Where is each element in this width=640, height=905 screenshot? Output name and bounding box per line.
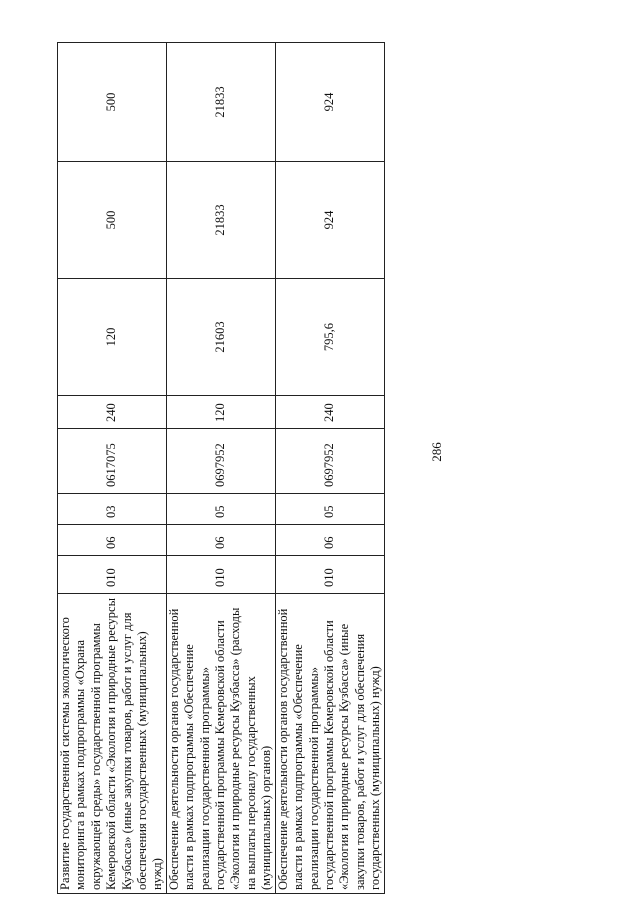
cell-section: 06 bbox=[58, 525, 167, 556]
cell-expense-type: 240 bbox=[58, 396, 167, 429]
cell-amount-3: 924 bbox=[275, 43, 384, 162]
cell-target-article: 0617075 bbox=[58, 429, 167, 494]
row-description: Обеспечение деятельности органов государственной власти в рамках подпрограммы «Обеспечение реализации государственной программы» государственной программы Кемеровской области «Экология и природные ресурсы Кузбасса» (расходы на выплаты персоналу государственных (муниципальных) органов) bbox=[166, 594, 275, 894]
row-description: Развитие государственной системы экологического мониторинга в рамках подпрограммы «Охрана окружающей среды» государственной программы Кемеровской области «Экология и природные ресурсы Кузбасса» (иные закупки товаров, работ и услуг для обеспечения государственных (муниципальных) нужд) bbox=[58, 594, 167, 894]
cell-target-article: 0697952 bbox=[275, 429, 384, 494]
budget-table-container bbox=[57, 43, 383, 894]
cell-code-010: 010 bbox=[58, 556, 167, 594]
cell-amount-3: 21833 bbox=[166, 43, 275, 162]
budget-table-rotated bbox=[57, 43, 383, 894]
cell-amount-2: 500 bbox=[58, 162, 167, 279]
table-row bbox=[58, 43, 167, 894]
cell-amount-1: 21603 bbox=[166, 279, 275, 396]
cell-subsection: 03 bbox=[58, 494, 167, 525]
row-description: Обеспечение деятельности органов государственной власти в рамках подпрограммы «Обеспечение реализации государственной программы» государственной программы Кемеровской области «Экология и природные ресурсы Кузбасса» (иные закупки товаров, работ и услуг для обеспечения государственных (муниципальных) нужд) bbox=[275, 594, 384, 894]
cell-amount-2: 924 bbox=[275, 162, 384, 279]
cell-code-010: 010 bbox=[275, 556, 384, 594]
cell-amount-3: 500 bbox=[58, 43, 167, 162]
cell-amount-2: 21833 bbox=[166, 162, 275, 279]
cell-expense-type: 120 bbox=[166, 396, 275, 429]
table-row bbox=[275, 43, 384, 894]
cell-target-article: 0697952 bbox=[166, 429, 275, 494]
cell-subsection: 05 bbox=[166, 494, 275, 525]
cell-amount-1: 795,6 bbox=[275, 279, 384, 396]
cell-code-010: 010 bbox=[166, 556, 275, 594]
cell-section: 06 bbox=[166, 525, 275, 556]
table-row bbox=[166, 43, 275, 894]
cell-amount-1: 120 bbox=[58, 279, 167, 396]
cell-section: 06 bbox=[275, 525, 384, 556]
budget-table bbox=[57, 42, 385, 894]
page-number: 286 bbox=[429, 442, 444, 462]
cell-subsection: 05 bbox=[275, 494, 384, 525]
cell-expense-type: 240 bbox=[275, 396, 384, 429]
